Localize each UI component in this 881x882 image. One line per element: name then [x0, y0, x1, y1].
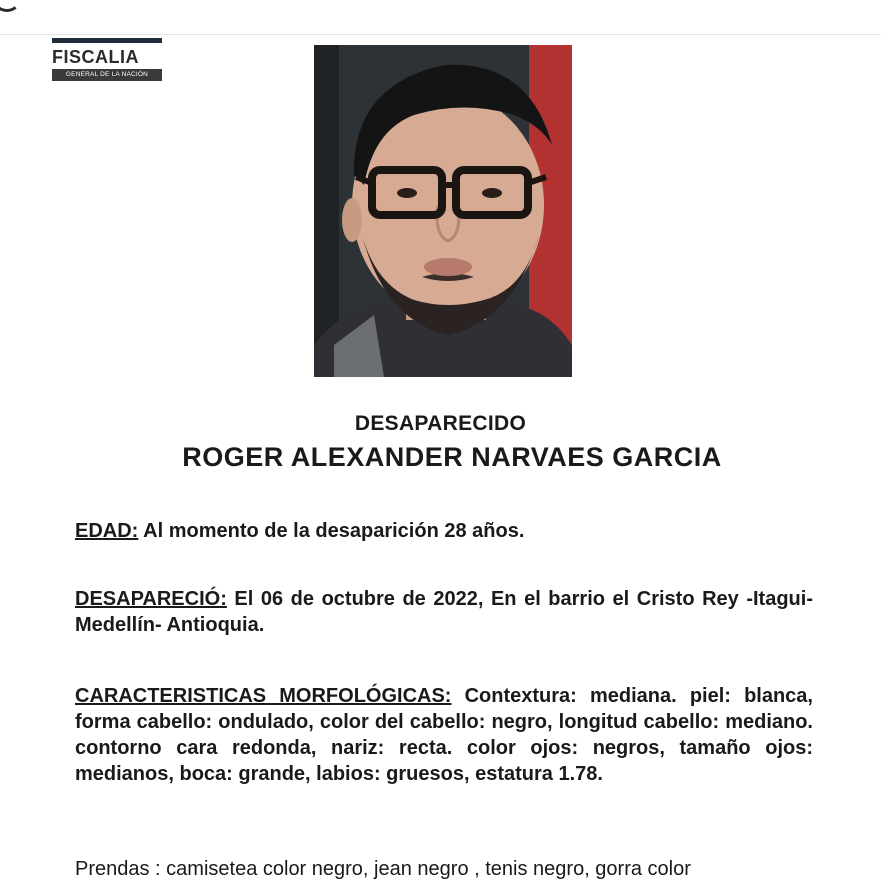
- age-paragraph: [75, 518, 813, 544]
- fiscalia-logo: [52, 38, 164, 81]
- person-name: ROGER ALEXANDER NARVAES GARCIA: [182, 442, 722, 472]
- logo-subtitle: GENERAL DE LA NACIÓN: [52, 69, 162, 81]
- features-text: Contextura: mediana. piel: blanca, forma cabello: ondulado, color del cabello: negro, longitud cabello: mediano. contorno cara redonda, nariz: recta. color ojos: negros, tamaño ojos: medianos, boca: grande, labios: gruesos, estatura 1.78.: [75, 685, 813, 785]
- features-paragraph: [75, 683, 813, 787]
- status-heading: DESAPARECIDO: [354, 412, 527, 435]
- person-portrait-icon: [314, 45, 572, 377]
- features-label: CARACTERISTICAS MORFOLÓGICAS:: [75, 685, 452, 707]
- disappeared-text: El 06 de octubre de 2022, En el barrio el Cristo Rey -Itagui- Medellín- Antioquia.: [75, 588, 813, 636]
- age-text: Al momento de la desaparición 28 años.: [138, 520, 525, 542]
- disappearance-paragraph: [75, 586, 813, 638]
- top-strip: [0, 0, 881, 35]
- disappeared-label: DESAPARECIÓ:: [75, 588, 227, 610]
- corner-arc-icon: [0, 0, 20, 12]
- logo-bar: [52, 38, 162, 43]
- logo-name: FISCALIA: [52, 47, 139, 67]
- clothing-paragraph: Prendas : camisetea color negro, jean negro , tenis negro, gorra color: [75, 858, 691, 880]
- person-photo: [314, 45, 572, 377]
- age-label: EDAD:: [75, 520, 139, 542]
